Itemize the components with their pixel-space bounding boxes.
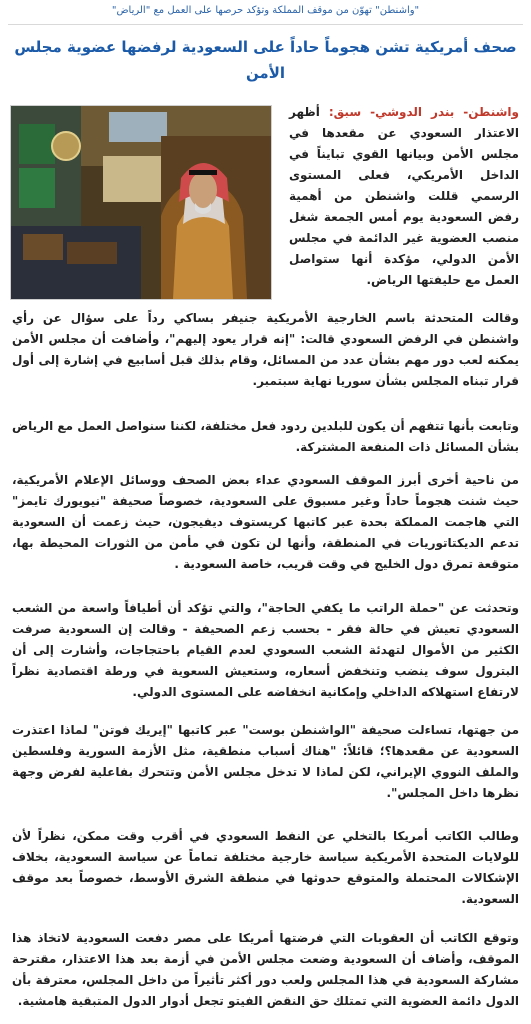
divider: [8, 24, 523, 25]
body-paragraph-5: من جهتها، تساءلت صحيفة "الواشنطن بوست" عبر كاتبها "إيريك فوتن" لماذا اعتذرت السعودية عن مقعدها؟؛ قائلاً: "هناك أسباب منطقية، مثل الأزمة السورية وفلسطين والملف النووي الإيراني، لكن لماذا لا تدخل مجلس الأمن وتتحرك بفاعلية لفرض وجهة نظرها داخل المجلس".: [12, 723, 519, 800]
body-paragraph-1: وقالت المتحدثة باسم الخارجية الأمريكية جنيفر بساكي رداً على سؤال عن رأي واشنطن في الرفض السعودي قالت: "إنه قرار يعود إليهم"، وأضافت أن مجلس الأمن يمكنه لعب دور مهم بشأن عدد من المسائل، وقام بذلك قبل أسابيع في إشارة إلى أول قرار تبناه المجلس بشأن سوريا نهاية سبتمبر.: [12, 311, 519, 388]
body-paragraph-6: وطالب الكاتب أمريكا بالتخلي عن النفط السعودي في أقرب وقت ممكن، نظراً لأن للولايات المتحدة الأمريكية سياسة خارجية مختلفة تماماً عن سياسة السعودية، بخلاف الإشكالات المحتملة والمتوقع حدوثها في منطقة الشرق الأوسط، خصوصاً بعد موقف السعودية.: [12, 829, 519, 906]
lead-text: أظهر الاعتذار السعودي عن مقعدها في مجلس الأمن وبيانها القوي تبايناً في الداخل الأمريكي، فعلى المستوى الرسمي قللت واشنطن من أهمية رفض السعودية يوم أمس الجمعة شغل منصب العضوية غير الدائمة في مجلس الأمن الدولي، مؤكدة أنها ستواصل العمل مع حليفتها الرياض.: [289, 105, 519, 287]
body-paragraph-2: وتابعت بأنها تتفهم أن يكون للبلدين ردود فعل مختلفة، لكننا سنواصل العمل مع الرياض بشأن المسائل ذات المنفعة المشتركة.: [12, 419, 519, 454]
page-title: صحف أمريكية تشن هجوماً حاداً على السعودية لرفضها عضوية مجلس الأمن: [14, 38, 517, 82]
article-photo: [10, 105, 272, 300]
lead-paragraph: [289, 102, 519, 291]
kicker-text: "واشنطن" تهوّن من موقف المملكة وتؤكد حرصها على العمل مع "الرياض": [111, 5, 420, 16]
body-paragraph-3: من ناحية أخرى أبرز الموقف السعودي عداء بعض الصحف ووسائل الإعلام الأمريكية، حيث شنت هجوماً حاداً وغير مسبوق على السعودية، خصوصاً صحيفة "نيويورك تايمز" التي هاجمت المملكة بحدة عبر كاتبها كريستوف ديفيجون، حيث زعمت أن السعودية تدعم الديكتاتوريات في المنطقة، وأنها لن تكون في مأمن من الثورات المحيطة بها، متوقعة تمرق دول الخليج في وقت قريب، خاصة السعودية .: [12, 473, 519, 571]
byline: واشنطن- بندر الدوشي- سبق:: [328, 105, 520, 119]
body-paragraph-7: وتوقع الكاتب أن العقوبات التي فرضتها أمريكا على مصر دفعت السعودية لاتخاذ هذا الموقف، وأضاف أن السعودية وضعت مجلس الأمن في أزمة بعد هذا الاعتذار، مقترحة مشاركة السعودية في هذا المجلس ولعب دور أكثر تأثيراً من داخل المجلس، معترفة بأن الدول دائمة العضوية التي تمتلك حق النقض الفيتو تجعل أدوار الدول المتبقية هامشية.: [12, 931, 519, 1008]
body-paragraph-4: وتحدثت عن "حملة الراتب ما يكفي الحاجة"، والتي تؤكد أن أطيافاً واسعة من الشعب السعودي تعيش في حالة فقر - بحسب زعم الصحيفة - وقالت إن السعودية صرفت الكثير من الأموال لتهدئة الشعب السعودي لعدم القيام باحتجاجات، وأشارت إلى أن البترول سوف ينضب وتنخفض أسعاره، وستعيش السعوية في ورطة اقتصادية نظراً لارتفاع استهلاكه الداخلي وإمكانية انخفاضه على المستوى الدولي.: [12, 601, 519, 699]
